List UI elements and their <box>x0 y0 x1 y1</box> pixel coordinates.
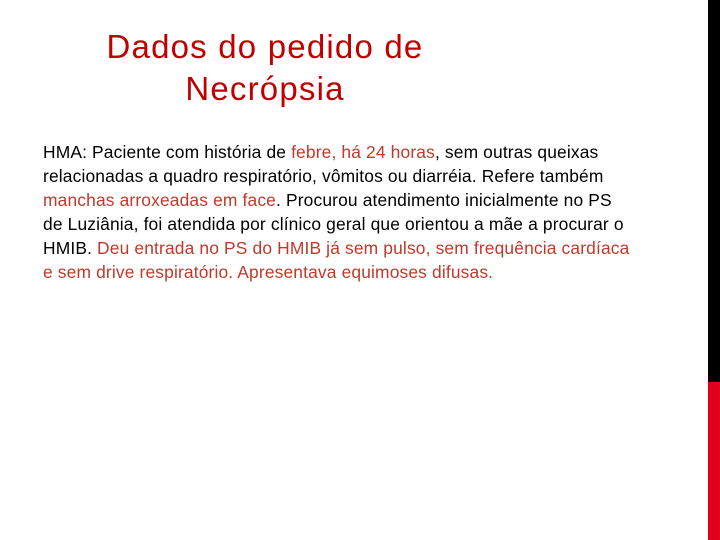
body-text-segment: . Procurou atendimento inicialmente no PS de Luziânia, foi atendida por clínico geral que orientou a mãe a procurar o HMIB. <box>43 190 624 258</box>
body-text-segment: HMA: Paciente com história de <box>43 142 292 162</box>
title-line-2: Necrópsia <box>185 70 345 107</box>
slide-title <box>60 26 470 110</box>
body-text-segment: , sem outras queixas relacionadas a quadro respiratório, vômitos ou diarréia. Refere também <box>43 142 604 186</box>
side-accent-bar-black <box>708 0 720 382</box>
body-highlight-segment: febre, há 24 horas <box>291 142 435 162</box>
slide-body-text <box>43 140 633 284</box>
title-line-1: Dados do pedido de <box>106 28 424 65</box>
body-highlight-segment: manchas arroxeadas em face <box>43 190 276 210</box>
side-accent-bar-red <box>708 382 720 540</box>
body-highlight-segment: Deu entrada no PS do HMIB já sem pulso, sem frequência cardíaca e sem drive respiratório. Apresentava equimoses difusas. <box>43 238 630 282</box>
